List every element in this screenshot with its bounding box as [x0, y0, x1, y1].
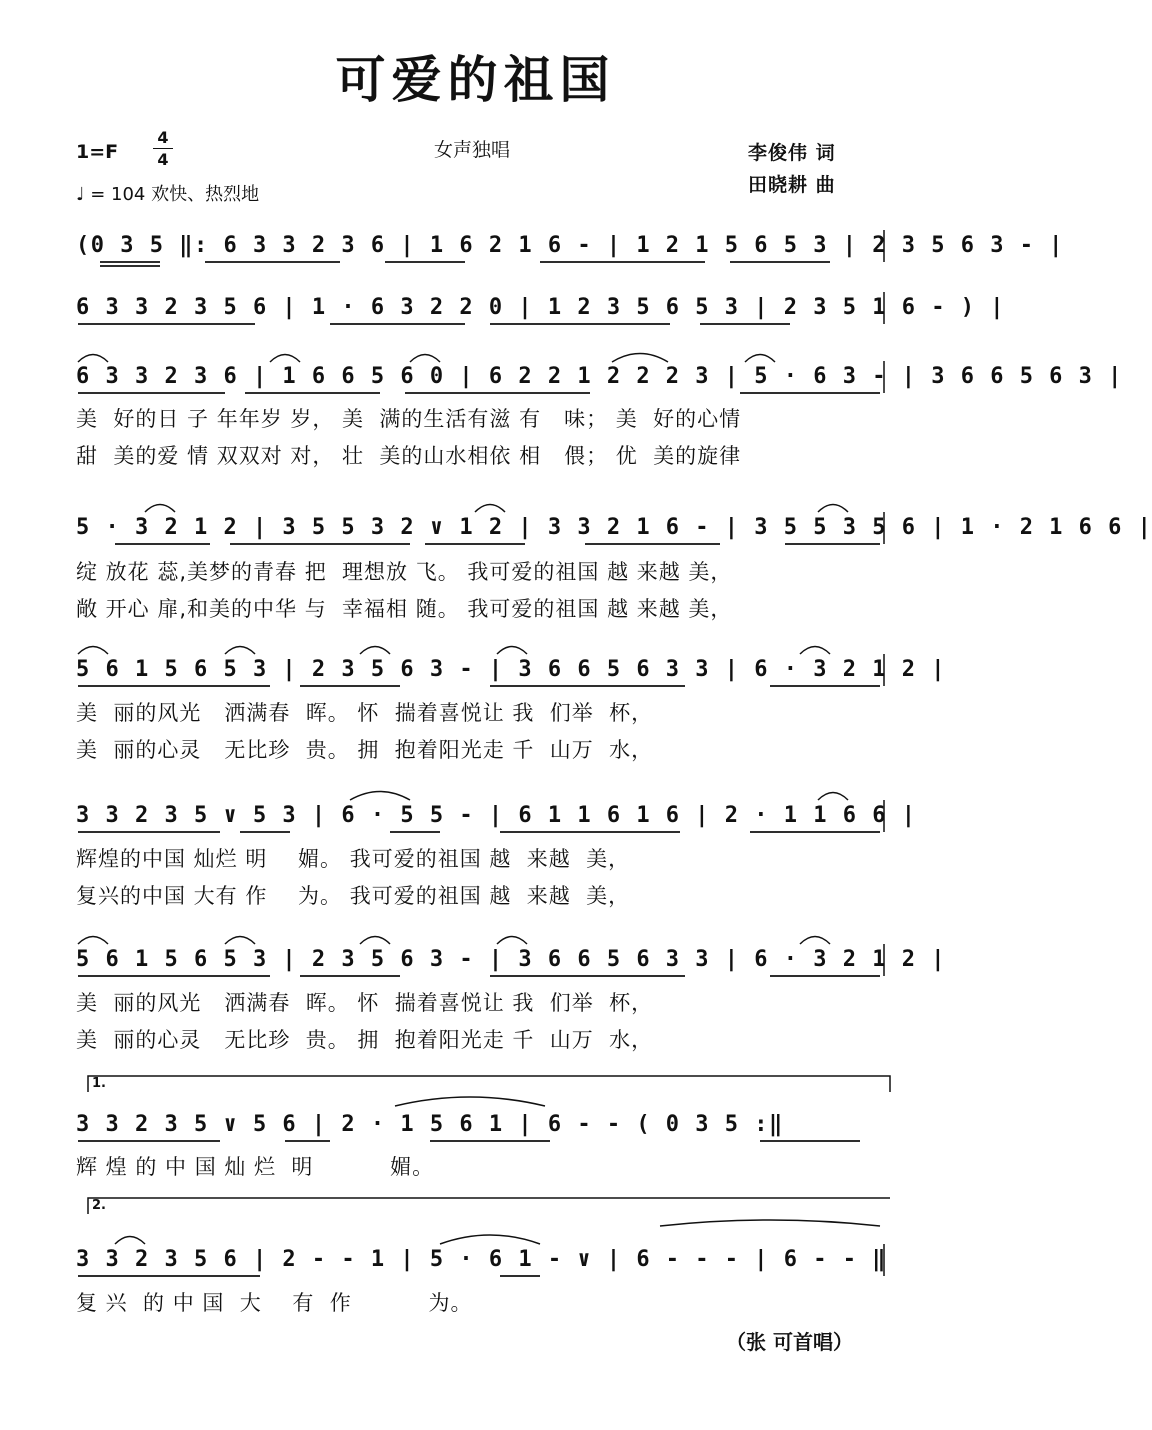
notation-line-4: 5 · 3 2 1 2 | 3 5 5 3 2 ∨ 1 2 | 3 3 2 1 6 - | 3 5 5 3 5 6 | 1 · 2 1 6 6 | — [76, 515, 1152, 540]
notation-line-6: 3 3 2 3 5 ∨ 5 3 | 6 · 5 5 - | 6 1 1 6 1 6 | 2 · 1 1 6 6 | — [76, 803, 917, 828]
volta-1-label: 1. — [92, 1076, 106, 1091]
key-signature: 1=F — [76, 141, 119, 163]
time-signature-bottom: 4 — [157, 150, 169, 169]
lyric-line-10: 美 丽的心灵 无比珍 贵。 拥 抱着阳光走 千 山万 水， — [76, 1028, 654, 1052]
tempo-marking: ♩ = 104 欢快、热烈地 — [76, 184, 260, 205]
lyric-line-1: 美 好的日 子 年年岁 岁， 美 满的生活有滋 有 味； 美 好的心情 — [76, 407, 742, 431]
composer-credit: 田晓耕 曲 — [748, 174, 836, 196]
lyric-line-3: 绽 放花 蕊,美梦的青春 把 理想放 飞。 我可爱的祖国 越 来越 美， — [76, 560, 733, 584]
lyric-line-11: 辉 煌 的 中 国 灿 烂 明 媚。 — [76, 1155, 435, 1179]
volta-2-label: 2. — [92, 1198, 106, 1213]
lyric-line-8: 复兴的中国 大有 作 为。 我可爱的祖国 越 来越 美， — [76, 884, 631, 908]
lyric-line-5: 美 丽的风光 洒满春 晖。 怀 揣着喜悦让 我 们举 杯， — [76, 701, 654, 725]
time-signature-top: 4 — [153, 130, 173, 149]
lyric-line-4: 敞 开心 扉,和美的中华 与 幸福相 随。 我可爱的祖国 越 来越 美， — [76, 597, 733, 621]
lyric-line-7: 辉煌的中国 灿烂 明 媚。 我可爱的祖国 越 来越 美， — [76, 847, 631, 871]
notation-line-2: 6 3 3 2 3 5 6 | 1 · 6 3 2 2 0 | 1 2 3 5 6 5 3 | 2 3 5 1 6 - ) | — [76, 295, 1005, 320]
notation-line-5: 5 6 1 5 6 5 3 | 2 3 5 6 3 - | 3 6 6 5 6 3 3 | 6 · 3 2 1 2 | — [76, 657, 946, 682]
lyric-line-2: 甜 美的爱 情 双双对 对， 壮 美的山水相依 相 偎； 优 美的旋律 — [76, 444, 742, 468]
song-title: 可爱的祖国 — [335, 51, 616, 109]
lyric-line-12: 复 兴 的 中 国 大 有 作 为。 — [76, 1291, 473, 1315]
singer-credit: （张 可首唱） — [726, 1330, 853, 1354]
notation-line-1: (0 3 5 ‖: 6 3 3 2 3 6 | 1 6 2 1 6 - | 1 2 1 5 6 5 3 | 2 3 5 6 3 - | — [76, 233, 1064, 258]
notation-line-3: 6 3 3 2 3 6 | 1 6 6 5 6 0 | 6 2 2 1 2 2 2 3 | 5 · 6 3 - | 3 6 6 5 6 3 | — [76, 364, 1123, 389]
lyricist-credit: 李俊伟 词 — [748, 142, 836, 164]
notation-line-7: 5 6 1 5 6 5 3 | 2 3 5 6 3 - | 3 6 6 5 6 3 3 | 6 · 3 2 1 2 | — [76, 947, 946, 972]
notation-line-9: 3 3 2 3 5 6 | 2 - - 1 | 5 · 6 1 - ∨ | 6 - - - | 6 - - ‖ — [76, 1247, 887, 1272]
lyric-line-6: 美 丽的心灵 无比珍 贵。 拥 抱着阳光走 千 山万 水， — [76, 738, 654, 762]
performance-type: 女声独唱 — [434, 139, 511, 161]
notation-line-8: 3 3 2 3 5 ∨ 5 6 | 2 · 1 5 6 1 | 6 - - ( 0 3 5 :‖ — [76, 1112, 784, 1137]
lyric-line-9: 美 丽的风光 洒满春 晖。 怀 揣着喜悦让 我 们举 杯， — [76, 991, 654, 1015]
